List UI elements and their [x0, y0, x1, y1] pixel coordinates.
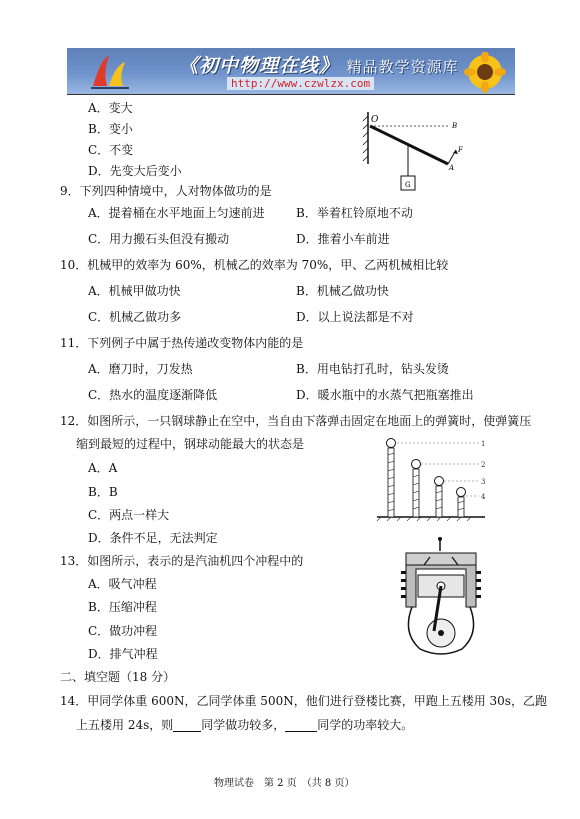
q10-option-c: C．机械乙做功多 [88, 310, 182, 324]
spring-mark-2: 2 [481, 461, 486, 469]
page-footer: 物理试卷 第 2 页 （共 8 页） [214, 778, 355, 789]
logo-icon [87, 52, 133, 92]
spring-mark-4: 4 [481, 493, 486, 501]
q11-option-c: C．热水的温度逐渐降低 [88, 388, 218, 402]
q10-option-b: B．机械乙做功快 [296, 284, 389, 298]
spring-ball-figure [375, 433, 497, 521]
lever-figure [360, 108, 470, 193]
section-2-title: 二、填空题（18 分） [60, 670, 176, 684]
q14-blank-2[interactable] [285, 719, 317, 732]
q11-option-a: A．磨刀时，刀发热 [88, 362, 193, 376]
q8-option-a: A．变大 [88, 101, 133, 115]
q14-line2-c: 同学的功率较大。 [317, 718, 414, 732]
engine-figure [398, 535, 488, 660]
lever-label-a: A [449, 164, 455, 172]
q12-option-a: A．A [88, 461, 118, 475]
q12-stem-line1: 12．如图所示，一只钢球静止在空中，当自由下落弹击固定在地面上的弹簧时，使弹簧压 [60, 414, 532, 428]
q13-option-b: B．压缩冲程 [88, 600, 157, 614]
q13-stem: 13．如图所示，表示的是汽油机四个冲程中的 [60, 554, 304, 568]
sunflower-icon [459, 52, 511, 94]
banner-title: 《初中物理在线》 精品教学资源库 [179, 55, 459, 77]
q10-option-d: D．以上说法都是不对 [296, 310, 414, 324]
q11-option-b: B．用电钻打孔时，钻头发烫 [296, 362, 449, 376]
q13-option-d: D．排气冲程 [88, 647, 158, 661]
banner-url: http://www.czwlzx.com [227, 77, 374, 90]
header-banner [67, 48, 515, 94]
q14-line2 [76, 718, 413, 732]
q14-blank-1[interactable] [173, 719, 201, 732]
q8-option-c: C．不变 [88, 143, 134, 157]
lever-label-b: B [452, 122, 458, 130]
q12-option-b: B．B [88, 485, 118, 499]
q11-option-d: D．暖水瓶中的水蒸气把瓶塞推出 [296, 388, 474, 402]
q12-option-d: D．条件不足，无法判定 [88, 531, 218, 545]
lever-label-f: F [458, 146, 463, 154]
q8-option-b: B．变小 [88, 122, 133, 136]
spring-mark-3: 3 [481, 478, 486, 486]
q10-stem: 10．机械甲的效率为 60%，机械乙的效率为 70%，甲、乙两机械相比较 [60, 258, 449, 272]
q9-option-a: A．提着桶在水平地面上匀速前进 [88, 206, 265, 220]
q13-option-a: A．吸气冲程 [88, 577, 157, 591]
q9-option-c: C．用力搬石头但没有搬动 [88, 232, 230, 246]
q9-option-b: B．举着杠铃原地不动 [296, 206, 413, 220]
header-rule [67, 94, 515, 95]
q10-option-a: A．机械甲做功快 [88, 284, 181, 298]
q9-stem: 9．下列四种情境中，人对物体做功的是 [60, 184, 272, 198]
lever-label-o: O [371, 115, 379, 125]
q12-stem-line2: 缩到最短的过程中，钢球动能最大的状态是 [76, 437, 305, 451]
lever-label-g: G [405, 181, 411, 189]
q12-option-c: C．两点一样大 [88, 508, 170, 522]
q11-stem: 11．下列例子中属于热传递改变物体内能的是 [60, 336, 304, 350]
q8-option-d: D．先变大后变小 [88, 164, 182, 178]
q13-option-c: C．做功冲程 [88, 624, 158, 638]
spring-mark-1: 1 [481, 440, 486, 448]
q9-option-d: D．推着小车前进 [296, 232, 390, 246]
q14-line1: 14．甲同学体重 600N，乙同学体重 500N，他们进行登楼比赛，甲跑上五楼用 30s，乙跑 [60, 694, 547, 708]
q14-line2-b: 同学做功较多， [201, 718, 286, 732]
q14-line2-a: 上五楼用 24s，则 [76, 718, 174, 732]
